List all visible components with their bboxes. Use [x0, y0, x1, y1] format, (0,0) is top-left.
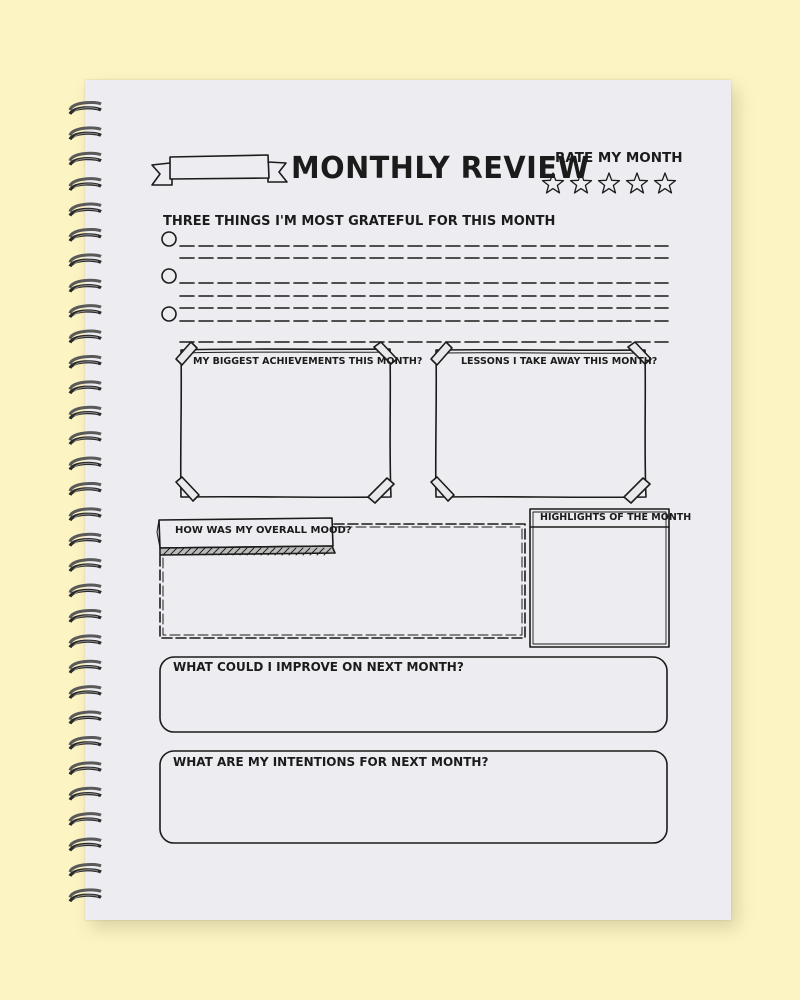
- mood-box[interactable]: [157, 518, 525, 638]
- bullet-circle-icon: [162, 232, 176, 246]
- mood-label: HOW WAS MY OVERALL MOOD?: [175, 525, 352, 536]
- page-title: MONTHLY REVIEW: [291, 151, 590, 186]
- star-outline-icon[interactable]: [655, 173, 676, 193]
- star-outline-icon[interactable]: [599, 173, 620, 193]
- bullet-circle-icon: [162, 269, 176, 283]
- highlights-label: HIGHLIGHTS OF THE MONTH: [540, 512, 692, 523]
- intentions-label: WHAT ARE MY INTENTIONS FOR NEXT MONTH?: [173, 755, 489, 769]
- rate-my-month-label: RATE MY MONTH: [555, 150, 683, 166]
- improve-label: WHAT COULD I IMPROVE ON NEXT MONTH?: [173, 660, 464, 674]
- mood-label-tab: [157, 518, 335, 555]
- star-outline-icon[interactable]: [627, 173, 648, 193]
- grateful-item-1[interactable]: [162, 232, 668, 258]
- ribbon-banner-icon: [152, 155, 287, 185]
- highlights-box[interactable]: [530, 509, 669, 647]
- grateful-item-3[interactable]: [162, 307, 668, 342]
- lessons-label: LESSONS I TAKE AWAY THIS MONTH?: [461, 356, 658, 367]
- achievements-label: MY BIGGEST ACHIEVEMENTS THIS MONTH?: [193, 356, 423, 367]
- grateful-item-2[interactable]: [162, 269, 668, 296]
- bullet-circle-icon: [162, 307, 176, 321]
- grateful-heading: THREE THINGS I'M MOST GRATEFUL FOR THIS MONTH: [163, 214, 556, 229]
